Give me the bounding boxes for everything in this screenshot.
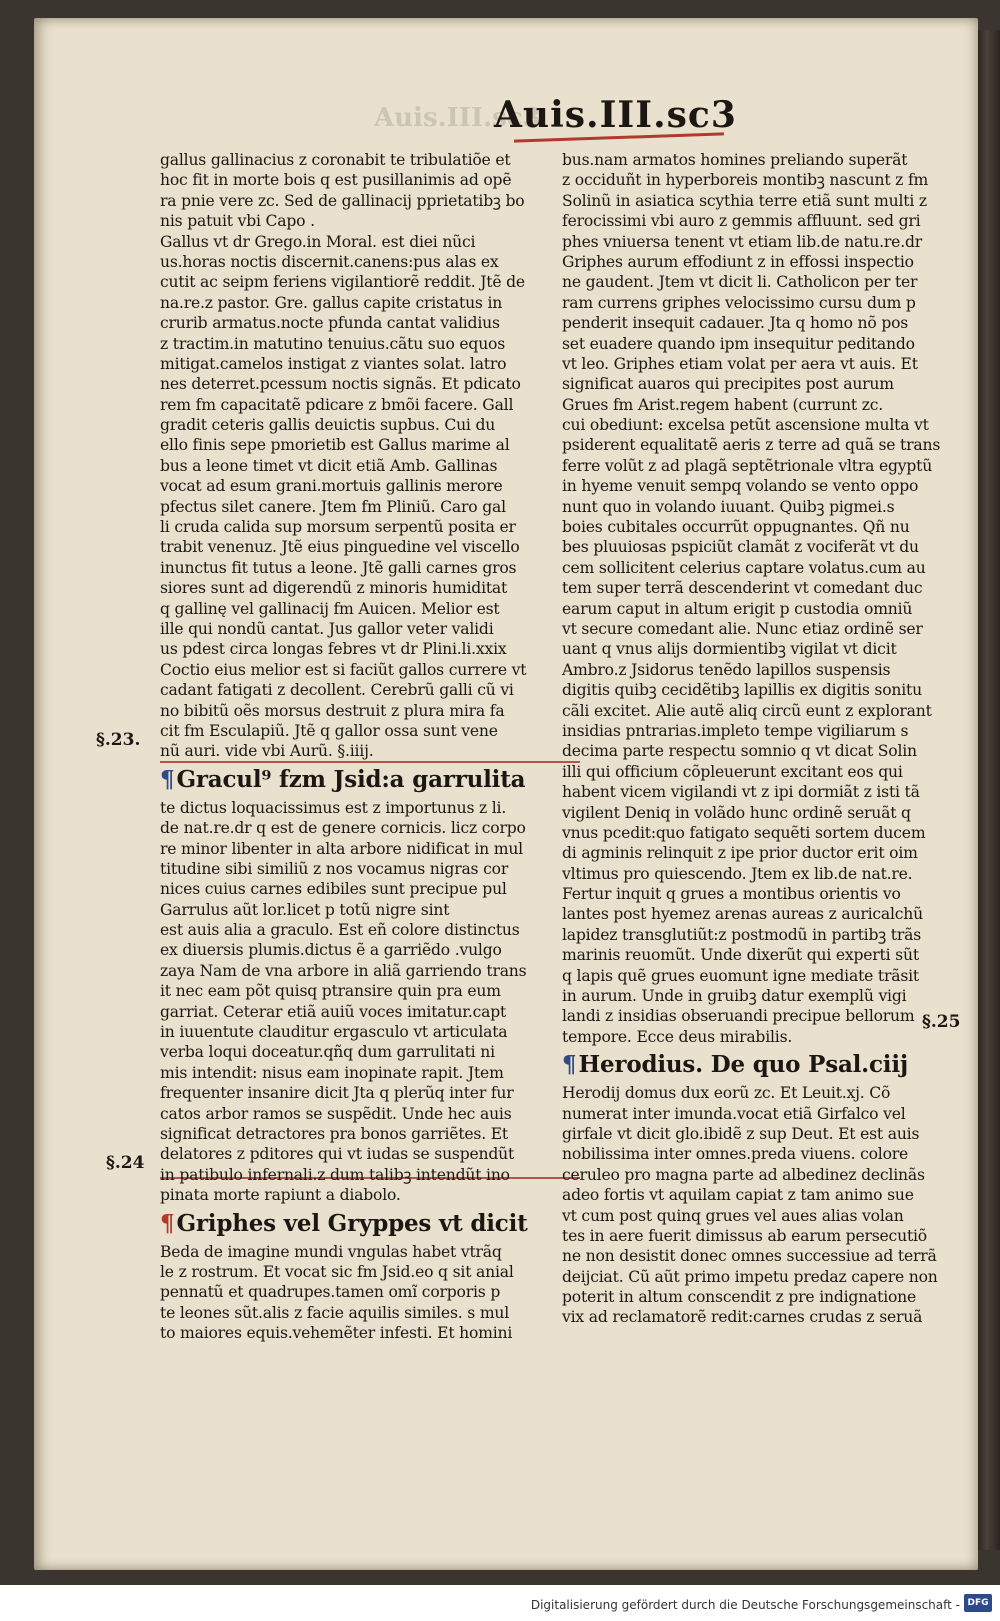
pilcrow-marker: ¶ bbox=[160, 1209, 175, 1237]
text-line: earum caput in altum erigit p custodia omniũ bbox=[562, 599, 913, 618]
text-line: ferre volũt z ad plagã septẽtrionale vltra egyptũ bbox=[562, 456, 933, 475]
text-line: Garrulus aũt lor.licet p totũ nigre sint bbox=[160, 900, 450, 919]
text-line: Coctio eius melior est si faciũt gallos currere vt bbox=[160, 660, 527, 679]
text-line: na.re.z pastor. Gre. gallus capite cristatus in bbox=[160, 293, 503, 312]
text-line: di agminis relinquit z ipe prior ductor erit oim bbox=[562, 844, 918, 863]
dfg-logo: DFG bbox=[964, 1594, 992, 1612]
text-line: crurib armatus.nocte pfunda cantat validius bbox=[160, 314, 500, 333]
text-line: landi z insidias obseruandi precipue bellorum bbox=[562, 1007, 915, 1026]
text-line: digitis quibꝫ cecidẽtibꝫ lapillis ex digitis sonitu bbox=[562, 681, 922, 700]
text-line: vt cum post quinq grues vel aues alias volan bbox=[562, 1206, 904, 1225]
text-line: significat auaros qui precipites post aurum bbox=[562, 375, 894, 394]
text-line: nis patuit vbi Capo . bbox=[160, 212, 315, 231]
text-line: te leones sũt.alis z facie aquilis similes. s mul bbox=[160, 1303, 510, 1322]
text-line: adeo fortis vt aquilam capiat z tam animo sue bbox=[562, 1186, 914, 1205]
text-line: decima parte respectu somnio q vt dicat Solin bbox=[562, 742, 917, 761]
text-line: le z rostrum. Et vocat sic fm Jsid.eo q sit anial bbox=[160, 1262, 514, 1281]
text-line: phes vniuersa tenent vt etiam lib.de natu.re.dr bbox=[562, 232, 922, 251]
text-line: ram currens griphes velocissimo cursu dum p bbox=[562, 293, 916, 312]
text-line: pennatũ et quadrupes.tamen omĩ corporis p bbox=[160, 1283, 501, 1302]
text-line: illi qui officium cõpleuerunt excitant eos qui bbox=[562, 762, 903, 781]
text-line: li cruda calida sup morsum serpentũ posita er bbox=[160, 518, 516, 537]
text-line: girfale vt dicit glo.ibidẽ z sup Deut. Et est auis bbox=[562, 1124, 920, 1143]
text-line: Ambro.z Jsidorus tenẽdo lapillos suspensis bbox=[562, 660, 891, 679]
left-text-block-graculus bbox=[160, 798, 536, 1206]
footer-bar bbox=[0, 1585, 1000, 1621]
text-line: ferocissimi vbi auro z gemmis affluunt. sed gri bbox=[562, 212, 921, 231]
text-line: verba loqui doceatur.qñq dum garrulitati ni bbox=[160, 1043, 495, 1062]
text-line: tem super terrã descenderint vt comedant duc bbox=[562, 579, 923, 598]
text-line: no bibitũ oẽs morsus destruit z plura mira fa bbox=[160, 701, 505, 720]
text-line: vocat ad esum grani.mortuis gallinis merore bbox=[160, 477, 503, 496]
text-line: Grues fm Arist.regem habent (currunt zc. bbox=[562, 395, 884, 414]
text-line: vigilent Deniq in volãdo hunc ordinẽ seruãt q bbox=[562, 803, 911, 822]
text-line: vt secure comedant alie. Nunc etiaz ordinẽ ser bbox=[562, 619, 923, 638]
heading-herodius-text: Herodius. De quo Psal.ciij bbox=[578, 1051, 908, 1079]
margin-note-paragraph-23: §.23. bbox=[96, 730, 141, 750]
text-line: ex diuersis plumis.dictus ẽ a garriẽdo .vulgo bbox=[160, 941, 502, 960]
text-line: Herodij domus dux eorũ zc. Et Leuit.xj. Cõ bbox=[562, 1084, 891, 1103]
text-line: us.horas noctis discernit.canens:pus alas ex bbox=[160, 252, 499, 271]
text-line: q lapis quẽ grues euomunt igne mediate trãsit bbox=[562, 966, 919, 985]
text-line: te dictus loquacissimus est z importunus z li. bbox=[160, 798, 507, 817]
text-line: cem sollicitent celerius captare volatus.cum au bbox=[562, 558, 926, 577]
text-line: us pdest circa longas febres vt dr Plini.li.xxix bbox=[160, 640, 507, 659]
text-line: insidias pntrarias.impleto tempe vigiliarum s bbox=[562, 721, 909, 740]
text-line: deijciat. Cũ aũt primo impetu predaz capere non bbox=[562, 1267, 938, 1286]
text-line: garriat. Ceterar etiã auiũ voces imitatur.capt bbox=[160, 1002, 507, 1021]
heading-graculus bbox=[160, 764, 536, 796]
text-line: est auis alia a graculo. Est eñ colore distinctus bbox=[160, 921, 520, 940]
text-line: Fertur inquit q grues a montibus orientis vo bbox=[562, 885, 901, 904]
text-line: cui obediunt: excelsa petũt ascensione multa vt bbox=[562, 416, 929, 435]
text-line: gradit ceteris gallis deuictis supbus. Cui du bbox=[160, 416, 496, 435]
text-line: habent vicem vigilandi vt z ipi dormiãt z isti tã bbox=[562, 783, 920, 802]
text-line: mitigat.camelos instigat z viantes solat. latro bbox=[160, 354, 507, 373]
text-line: lapidez transglutiũt:z postmodũ in partibꝫ trãs bbox=[562, 925, 921, 944]
bleed-through-text: Auis.III.sc3 bbox=[374, 103, 541, 133]
text-line: ne non desistit donec omnes successiue ad terrã bbox=[562, 1247, 937, 1266]
text-line: mis intendit: nisus eam inopinate rapit. Jtem bbox=[160, 1063, 504, 1082]
right-text-column bbox=[562, 150, 942, 1327]
text-line: hoc fit in morte bois q est pusillanimis ad opẽ bbox=[160, 171, 512, 190]
right-text-block-grues bbox=[562, 150, 942, 1047]
text-line: vix ad reclamatorẽ redit:carnes crudas z seruã bbox=[562, 1308, 923, 1327]
text-line: z occiduñt in hyperboreis montibꝫ nascunt z fm bbox=[562, 171, 929, 190]
text-line: lantes post hyemez arenas aureas z auricalchũ bbox=[562, 905, 923, 924]
text-line: tempore. Ecce deus mirabilis. bbox=[562, 1027, 793, 1046]
left-text-block-griphes bbox=[160, 1242, 536, 1344]
text-line: psiderent equalitatẽ aeris z terre ad quã se trans bbox=[562, 436, 941, 455]
text-line: re minor libenter in alta arbore nidificat in mul bbox=[160, 839, 523, 858]
text-line: ceruleo pro magna parte ad albedinez declinãs bbox=[562, 1165, 925, 1184]
text-line: z tractim.in matutino tenuius.cãtu suo equos bbox=[160, 334, 506, 353]
text-line: in patibulo infernali.z dum talibꝫ intendũt ino bbox=[160, 1165, 510, 1184]
text-line: boies cubitales occurrũt oppugnantes. Qñ nu bbox=[562, 518, 910, 537]
text-line: gallus gallinacius z coronabit te tribulatiõe et bbox=[160, 151, 511, 169]
text-line: nunt quo in volando iuuant. Quibꝫ pigmei.s bbox=[562, 497, 895, 516]
text-line: siores sunt ad digerendũ z minoris humiditat bbox=[160, 579, 508, 598]
text-line: nobilissima inter omnes.preda viuens. colore bbox=[562, 1145, 909, 1164]
text-line: Gallus vt dr Grego.in Moral. est diei nũci bbox=[160, 232, 476, 251]
text-line: marinis reuomũt. Unde dixerũt qui experti sũt bbox=[562, 946, 919, 965]
text-line: titudine sibi similiũ z nos vocamus nigras cor bbox=[160, 859, 509, 878]
text-line: zaya Nam de vna arbore in aliã garriendo trans bbox=[160, 961, 527, 980]
text-line: in hyeme venuit sempq volando se vento oppo bbox=[562, 477, 919, 496]
footer-credit: Digitalisierung gefördert durch die Deutsche Forschungsgemeinschaft - bbox=[530, 1598, 960, 1612]
heading-graculus-text: Gracul⁹ fzm Jsid:a garrulita bbox=[176, 765, 526, 793]
page-edge-shadow bbox=[978, 30, 1000, 1550]
text-line: tes in aere fuerit dimissus ab earum persecutiõ bbox=[562, 1226, 927, 1245]
running-head: Auis.III.sc3 bbox=[494, 94, 737, 136]
text-line: nes deterret.pcessum noctis signãs. Et pdicato bbox=[160, 375, 521, 394]
text-line: bes pluuiosas pspiciũt clamãt z vociferãt vt du bbox=[562, 538, 919, 557]
text-line: to maiores equis.vehemẽter infesti. Et homini bbox=[160, 1324, 513, 1343]
text-line: q gallinę vel gallinacij fm Auicen. Melior est bbox=[160, 599, 500, 618]
text-line: rem fm capacitatẽ pdicare z bmõi facere. Gall bbox=[160, 395, 514, 414]
heading-griphes-text: Griphes vel Gryppes vt dicit bbox=[176, 1209, 528, 1237]
text-line: ra pnie vere zc. Sed de gallinacij pprietatibꝫ bo bbox=[160, 191, 525, 210]
text-line: catos arbor ramos se suspẽdit. Unde hec auis bbox=[160, 1104, 512, 1123]
text-line: poterit in altum conscendit z pre indignatione bbox=[562, 1288, 917, 1307]
text-line: ello finis sepe pmorietib est Gallus marime al bbox=[160, 436, 510, 455]
text-line: it nec eam põt quisq ptransire quin pra eum bbox=[160, 982, 501, 1001]
pilcrow-marker: ¶ bbox=[160, 765, 175, 793]
text-line: pfectus silet canere. Jtem fm Pliniũ. Caro gal bbox=[160, 497, 506, 516]
text-line: cit fm Esculapiũ. Jtẽ q gallor ossa sunt vene bbox=[160, 721, 498, 740]
text-line: de nat.re.dr q est de genere cornicis. licz corpo bbox=[160, 819, 526, 838]
text-line: vnus pcedit:quo fatigato sequẽti sortem ducem bbox=[562, 823, 926, 842]
text-line: numerat inter imunda.vocat etiã Girfalco vel bbox=[562, 1104, 906, 1123]
text-line: frequenter insanire dicit Jta q plerũq inter fur bbox=[160, 1084, 514, 1103]
text-line: cadant fatigati z decollent. Cerebrũ galli cũ vi bbox=[160, 681, 514, 700]
text-line: nices cuius carnes edibiles sunt precipue pul bbox=[160, 880, 507, 899]
text-line: bus a leone timet vt dicit etiã Amb. Gallinas bbox=[160, 456, 498, 475]
text-line: set euadere quando ipm insequitur peditando bbox=[562, 334, 915, 353]
text-line: Griphes aurum effodiunt z in effossi inspectio bbox=[562, 252, 914, 271]
margin-note-paragraph-25: §.25 bbox=[922, 1012, 961, 1032]
text-line: significat detractores pra bonos garriẽtes. Et bbox=[160, 1124, 508, 1143]
heading-griphes bbox=[160, 1208, 536, 1240]
text-line: in iuuentute clauditur ergasculo vt articulata bbox=[160, 1023, 508, 1042]
right-text-block-herodius bbox=[562, 1083, 942, 1328]
heading-herodius bbox=[562, 1049, 942, 1081]
text-line: uant q vnus alijs dormientibꝫ vigilat vt dicit bbox=[562, 640, 897, 659]
text-line: delatores z pditores qui vt iudas se suspendũt bbox=[160, 1145, 515, 1164]
text-line: Beda de imagine mundi vngulas habet vtrãq bbox=[160, 1242, 502, 1261]
text-line: pinata morte rapiunt a diabolo. bbox=[160, 1186, 401, 1205]
margin-note-paragraph-24: §.24 bbox=[106, 1153, 145, 1173]
text-line: penderit insequit cadauer. Jta q homo nõ pos bbox=[562, 314, 909, 333]
text-line: ne gaudent. Jtem vt dicit li. Catholicon per ter bbox=[562, 273, 918, 292]
text-line: inunctus fit tutus a leone. Jtẽ galli carnes gros bbox=[160, 558, 517, 577]
text-line: cutit ac seipm feriens vigilantiorẽ reddit. Jtẽ de bbox=[160, 273, 525, 292]
text-line: bus.nam armatos homines preliando superãt bbox=[562, 151, 908, 169]
text-line: ille qui nondũ cantat. Jus gallor veter validi bbox=[160, 619, 494, 638]
text-line: vt leo. Griphes etiam volat per aera vt auis. Et bbox=[562, 354, 918, 373]
left-text-block-gallus bbox=[160, 150, 536, 762]
pilcrow-marker: ¶ bbox=[562, 1051, 577, 1079]
text-line: in aurum. Unde in gruibꝫ datur exemplũ vigi bbox=[562, 987, 907, 1006]
text-line: vltimus pro quiescendo. Jtem ex lib.de nat.re. bbox=[562, 864, 913, 883]
text-line: nũ auri. vide vbi Aurũ. §.iiij. bbox=[160, 742, 374, 761]
text-line: trabit venenuz. Jtẽ eius pinguedine vel viscello bbox=[160, 538, 520, 557]
left-text-column bbox=[160, 150, 536, 1343]
text-line: Solinũ in asiatica scythia terre etiã sunt multi z bbox=[562, 191, 927, 210]
text-line: cãli excitet. Alie autẽ aliq circũ eunt z explorant bbox=[562, 701, 932, 720]
